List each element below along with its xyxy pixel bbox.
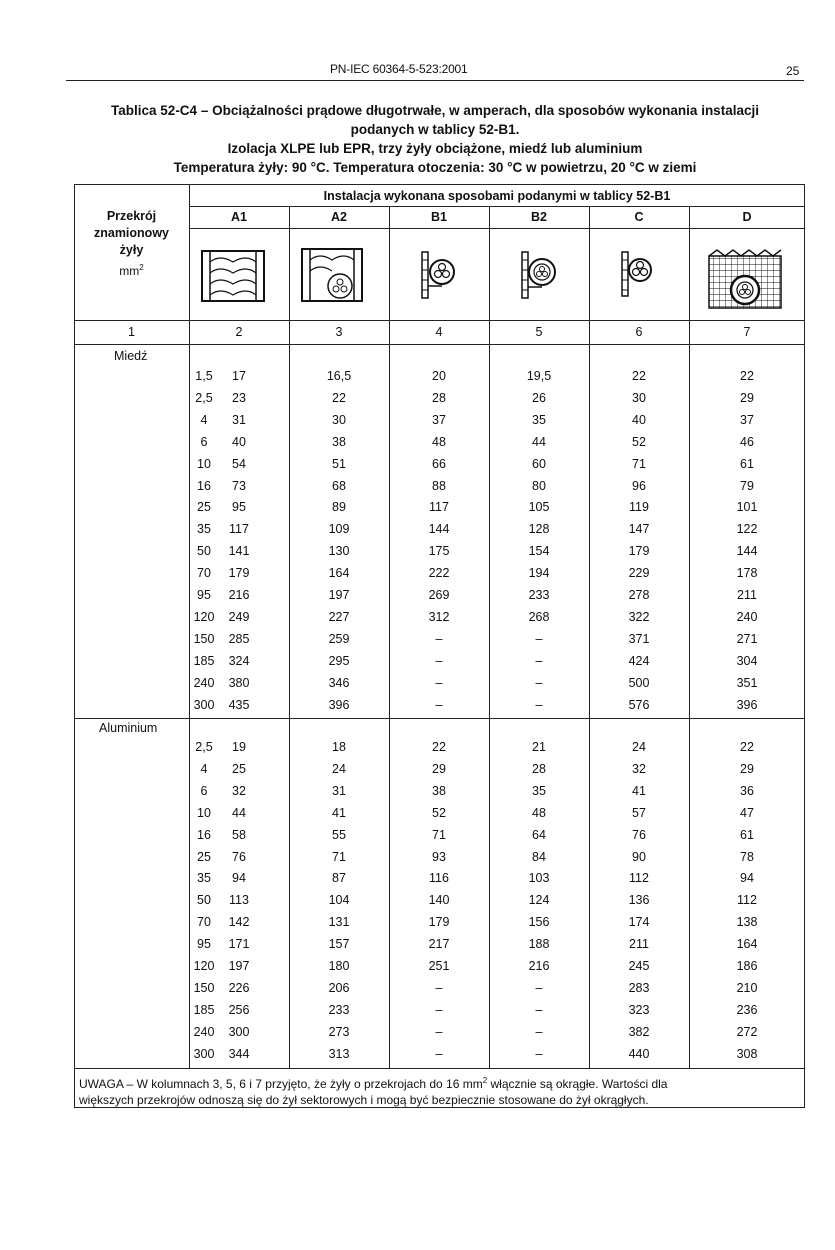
table-row (74, 803, 805, 825)
cell-a2: 18 (332, 740, 346, 754)
cell-b2: – (535, 653, 543, 668)
cell-d: 29 (740, 390, 754, 405)
cell-a1: 76 (232, 849, 246, 864)
cell-d: 37 (740, 412, 754, 427)
cell-a1: 44 (232, 805, 246, 820)
page-header (0, 62, 835, 82)
cell-a2: 130 (328, 544, 350, 559)
cell-c: 112 (629, 871, 649, 886)
table-row (74, 847, 805, 869)
cell-b1: – (435, 980, 443, 995)
cell-c: 322 (628, 609, 650, 624)
cell-c: 136 (628, 893, 650, 908)
cell-a2: 31 (332, 783, 346, 798)
table-row (74, 519, 805, 541)
cell-a1: 94 (232, 871, 246, 886)
cell-size: 6 (200, 783, 208, 798)
cell-a2: 233 (328, 1002, 350, 1017)
cell-b2: 60 (532, 456, 546, 471)
cell-size: 50 (197, 893, 211, 908)
cell-size: 95 (197, 588, 211, 602)
cell-a1: 380 (228, 675, 250, 690)
cell-a2: 131 (328, 915, 350, 930)
cell-b1: 38 (432, 783, 446, 798)
table-row (74, 825, 805, 847)
header-rule (66, 80, 804, 81)
copper-section-label: Miedź (114, 349, 148, 363)
cell-d: 186 (736, 959, 758, 973)
cell-b2: 21 (532, 740, 546, 754)
table-caption (66, 101, 804, 177)
cell-size: 16 (197, 827, 211, 842)
cell-a1: 117 (229, 522, 249, 537)
column-number-4: 4 (435, 325, 443, 339)
cell-c: 576 (628, 697, 650, 712)
caption-line-3: Izolacja XLPE lub EPR, trzy żyły obciążone, miedź lub aluminium (227, 141, 643, 156)
cell-a1: 197 (228, 959, 250, 973)
table-row (74, 912, 805, 934)
cell-size: 25 (197, 849, 211, 864)
cell-c: 179 (628, 544, 650, 559)
table-row (74, 651, 805, 673)
cell-b2: – (535, 631, 543, 646)
cell-a1: 344 (228, 1046, 250, 1061)
cell-b1: 93 (432, 849, 446, 864)
cell-a1: 54 (232, 456, 246, 471)
cell-b2: 35 (532, 783, 546, 798)
cell-b2: – (535, 675, 543, 690)
cell-b1: – (435, 653, 443, 668)
table-row (74, 1044, 805, 1066)
cell-a2: 227 (328, 609, 350, 624)
cell-c: 371 (628, 631, 650, 646)
cell-size: 185 (193, 1002, 215, 1017)
cell-b2: 128 (528, 522, 550, 537)
cell-size: 2,5 (195, 390, 213, 405)
cell-size: 70 (197, 915, 211, 930)
installation-a1-icon (200, 248, 266, 306)
cell-a1: 23 (232, 390, 246, 405)
column-number-5: 5 (535, 325, 543, 339)
method-b1: B1 (431, 210, 447, 224)
cell-c: 71 (632, 456, 646, 471)
cell-d: 236 (736, 1002, 758, 1017)
cell-b1: 37 (432, 412, 446, 427)
cell-d: 47 (740, 805, 754, 820)
cell-d: 78 (740, 849, 754, 864)
cell-c: 229 (628, 566, 650, 581)
cell-a2: 295 (328, 653, 350, 668)
cell-a2: 273 (328, 1024, 350, 1039)
cell-a1: 25 (232, 761, 246, 776)
cell-b1: 269 (428, 588, 450, 602)
installation-b2-icon (516, 250, 562, 302)
cell-c: 174 (628, 915, 650, 930)
cell-a2: 157 (328, 937, 350, 952)
cell-size: 150 (193, 980, 215, 995)
cell-a1: 285 (228, 631, 250, 646)
table-row (74, 454, 805, 476)
cell-size: 1,5 (195, 369, 213, 383)
cell-b1: 71 (432, 827, 446, 842)
cell-a2: 51 (332, 456, 346, 471)
table-row (74, 388, 805, 410)
cell-b1: 222 (428, 566, 450, 581)
cell-a2: 313 (328, 1046, 350, 1061)
cell-a1: 141 (228, 544, 250, 559)
caption-line-1: Tablica 52-C4 – Obciążalności prądowe długotrwałe, w amperach, dla sposobów wykonania instalacji (111, 103, 759, 118)
cell-b1: – (435, 697, 443, 712)
cell-b1: 217 (428, 937, 450, 952)
table-row (74, 737, 805, 759)
cell-d: 396 (736, 697, 758, 712)
cell-size: 16 (197, 478, 211, 493)
cell-d: 61 (740, 456, 754, 471)
cell-a2: 259 (328, 631, 350, 646)
cell-d: 29 (740, 761, 754, 776)
table-row (74, 934, 805, 956)
cell-b2: 188 (528, 937, 550, 952)
table-row (74, 497, 805, 519)
group-header: Instalacja wykonana sposobami podanymi w tablicy 52-B1 (323, 189, 671, 203)
table-row (74, 541, 805, 563)
cell-c: 41 (632, 783, 646, 798)
cell-b1: 117 (429, 500, 449, 515)
cell-size: 25 (197, 500, 211, 515)
cell-b1: 20 (432, 369, 446, 383)
method-a2: A2 (331, 210, 347, 224)
cell-a2: 104 (328, 893, 350, 908)
cell-a2: 197 (328, 588, 350, 602)
cell-size: 6 (200, 434, 208, 449)
table-row (74, 476, 805, 498)
cell-b1: – (435, 675, 443, 690)
cell-c: 500 (628, 675, 650, 690)
table-row (74, 868, 805, 890)
cell-b2: 194 (528, 566, 550, 581)
cell-c: 323 (628, 1002, 650, 1017)
method-b2: B2 (531, 210, 547, 224)
cell-c: 96 (632, 478, 646, 493)
cell-b1: 22 (432, 740, 446, 754)
cell-b1: 251 (428, 959, 450, 973)
cell-a1: 256 (228, 1002, 250, 1017)
table-row (74, 890, 805, 912)
cell-b2: 48 (532, 805, 546, 820)
cell-c: 211 (629, 937, 649, 952)
cell-d: 178 (736, 566, 758, 581)
cell-size: 240 (193, 1024, 215, 1039)
cell-b2: 156 (528, 915, 550, 930)
cell-b2: 44 (532, 434, 546, 449)
aluminium-section-label: Aluminium (99, 721, 158, 735)
page-number: 25 (786, 64, 800, 78)
column-number-2: 2 (235, 325, 243, 339)
table-row (74, 607, 805, 629)
cell-size: 300 (193, 697, 215, 712)
cell-b1: 312 (428, 609, 450, 624)
cell-a1: 31 (232, 412, 246, 427)
cell-b1: 179 (428, 915, 450, 930)
cell-a1: 171 (228, 937, 250, 952)
cell-a1: 17 (232, 369, 246, 383)
cell-b2: – (535, 1046, 543, 1061)
caption-line-2: podanych w tablicy 52-B1. (350, 122, 520, 137)
cell-a1: 216 (228, 588, 250, 602)
cell-size: 120 (193, 959, 215, 973)
table-row (74, 1022, 805, 1044)
cell-b1: 52 (432, 805, 446, 820)
cell-d: 36 (740, 783, 754, 798)
table-row (74, 956, 805, 978)
table-row (74, 759, 805, 781)
table-row (74, 629, 805, 651)
cell-d: 308 (736, 1046, 758, 1061)
cell-a2: 346 (328, 675, 350, 690)
cell-a2: 71 (332, 849, 346, 864)
table-row (74, 781, 805, 803)
method-d: D (742, 210, 752, 224)
cell-d: 271 (736, 631, 758, 646)
table-row (74, 366, 805, 388)
cell-a2: 16,5 (326, 369, 352, 383)
cell-a1: 324 (228, 653, 250, 668)
cell-size: 2,5 (195, 740, 213, 754)
cell-size: 240 (193, 675, 215, 690)
installation-a2-icon (300, 246, 364, 306)
cell-b2: – (535, 697, 543, 712)
cell-a2: 30 (332, 412, 346, 427)
cell-size: 70 (197, 566, 211, 581)
cell-b2: 19,5 (526, 369, 552, 383)
cell-a2: 55 (332, 827, 346, 842)
cell-b1: 140 (428, 893, 450, 908)
cell-b1: 116 (429, 871, 449, 886)
cell-b2: 233 (528, 588, 550, 602)
cell-a2: 68 (332, 478, 346, 493)
cell-b1: 144 (428, 522, 450, 537)
cell-a2: 89 (332, 500, 346, 515)
table-row (74, 1000, 805, 1022)
cell-b1: – (435, 631, 443, 646)
cell-size: 35 (197, 871, 211, 886)
cell-b2: 124 (528, 893, 550, 908)
cell-a2: 24 (332, 761, 346, 776)
cell-b2: 216 (528, 959, 550, 973)
method-c: C (634, 210, 644, 224)
cell-d: 79 (740, 478, 754, 493)
cell-c: 32 (632, 761, 646, 776)
cell-d: 272 (736, 1024, 758, 1039)
cell-a1: 142 (228, 915, 250, 930)
standard-number: PN-IEC 60364-5-523:2001 (330, 62, 468, 76)
cell-b2: 26 (532, 390, 546, 405)
cell-a2: 396 (328, 697, 350, 712)
installation-c-icon (618, 250, 660, 300)
method-a1: A1 (231, 210, 247, 224)
cell-c: 440 (628, 1046, 650, 1061)
cell-size: 10 (197, 805, 211, 820)
table-row (74, 585, 805, 607)
table-row (74, 695, 805, 717)
cell-d: 351 (736, 675, 758, 690)
cell-size: 35 (197, 522, 211, 537)
cell-a1: 58 (232, 827, 246, 842)
cell-size: 150 (193, 631, 215, 646)
cell-d: 164 (736, 937, 758, 952)
cell-c: 57 (632, 805, 646, 820)
cell-a2: 87 (332, 871, 346, 886)
cell-a1: 32 (232, 783, 246, 798)
cell-a1: 73 (232, 478, 246, 493)
column-number-7: 7 (743, 325, 751, 339)
cell-a2: 22 (332, 390, 346, 405)
cell-c: 76 (632, 827, 646, 842)
cell-c: 52 (632, 434, 646, 449)
cell-b2: – (535, 1024, 543, 1039)
caption-line-4: Temperatura żyły: 90 °C. Temperatura otoczenia: 30 °C w powietrzu, 20 °C w ziemi (173, 160, 697, 175)
cell-size: 10 (197, 456, 211, 471)
cell-a1: 40 (232, 434, 246, 449)
cell-a2: 109 (328, 522, 350, 537)
table-note: UWAGA – W kolumnach 3, 5, 6 i 7 przyjęto, że żyły o przekrojach do 16 $mm^2$ włącznie są okrągłe. Wartości dla większych przekrojów odnoszą się do żył sektorowych i mogą być bezpiecznie stosowane do żył okrągłych. (79, 1076, 668, 1107)
cell-c: 147 (628, 522, 650, 537)
cell-b1: 29 (432, 761, 446, 776)
installation-b1-icon (416, 250, 462, 302)
cell-b1: – (435, 1046, 443, 1061)
cell-b2: 64 (532, 827, 546, 842)
cell-a1: 95 (232, 500, 246, 515)
installation-d-icon (707, 246, 783, 310)
cell-b2: 154 (528, 544, 550, 559)
cell-c: 278 (628, 588, 650, 602)
cell-b2: 80 (532, 478, 546, 493)
cell-size: 4 (200, 412, 208, 427)
cell-d: 61 (740, 827, 754, 842)
cell-b2: 35 (532, 412, 546, 427)
cell-d: 210 (736, 980, 758, 995)
cell-c: 24 (632, 740, 646, 754)
cell-d: 22 (740, 369, 754, 383)
cell-b2: 28 (532, 761, 546, 776)
cell-b1: – (435, 1024, 443, 1039)
cell-b1: – (435, 1002, 443, 1017)
table-row (74, 563, 805, 585)
cell-b2: – (535, 980, 543, 995)
cell-a1: 113 (229, 893, 249, 908)
cross-section-header: Przekrój znamionowy żyły $mm^2$ (93, 209, 169, 278)
cell-b2: 103 (528, 871, 550, 886)
cell-b1: 66 (432, 456, 446, 471)
cell-a2: 180 (328, 959, 350, 973)
cell-d: 101 (736, 500, 758, 515)
cell-c: 245 (628, 959, 650, 973)
cell-c: 90 (632, 849, 646, 864)
cell-size: 185 (193, 653, 215, 668)
cell-c: 22 (632, 369, 646, 383)
cell-c: 382 (628, 1024, 650, 1039)
cell-b2: 268 (528, 609, 550, 624)
cell-a2: 164 (328, 566, 350, 581)
cell-c: 119 (629, 500, 649, 515)
cell-a2: 206 (328, 980, 350, 995)
cell-d: 94 (740, 871, 754, 886)
table-row (74, 978, 805, 1000)
cell-d: 211 (737, 588, 757, 602)
cell-d: 144 (736, 544, 758, 559)
cell-a1: 435 (228, 697, 250, 712)
cell-b1: 175 (428, 544, 450, 559)
cell-size: 50 (197, 544, 211, 559)
table-row (74, 432, 805, 454)
cell-d: 304 (736, 653, 758, 668)
cell-d: 138 (736, 915, 758, 930)
cell-b2: – (535, 1002, 543, 1017)
table-row (74, 673, 805, 695)
cell-c: 283 (628, 980, 650, 995)
cell-d: 112 (737, 893, 757, 908)
column-number-6: 6 (635, 325, 643, 339)
cell-b2: 105 (528, 500, 550, 515)
cell-a1: 19 (232, 740, 246, 754)
cell-size: 95 (197, 937, 211, 952)
table-row (74, 410, 805, 432)
cell-b1: 48 (432, 434, 446, 449)
cell-c: 30 (632, 390, 646, 405)
column-number-3: 3 (335, 325, 343, 339)
cell-a2: 41 (332, 805, 346, 820)
cell-a1: 249 (228, 609, 250, 624)
cell-d: 46 (740, 434, 754, 449)
cell-d: 22 (740, 740, 754, 754)
cell-c: 424 (628, 653, 650, 668)
cell-a1: 300 (228, 1024, 250, 1039)
cell-size: 4 (200, 761, 208, 776)
cell-a1: 179 (228, 566, 250, 581)
cell-d: 122 (736, 522, 758, 537)
cell-b1: 88 (432, 478, 446, 493)
cell-size: 300 (193, 1046, 215, 1061)
cell-b1: 28 (432, 390, 446, 405)
column-number-1: 1 (128, 325, 135, 339)
cell-b2: 84 (532, 849, 546, 864)
cell-a1: 226 (228, 980, 250, 995)
cell-c: 40 (632, 412, 646, 427)
cell-a2: 38 (332, 434, 346, 449)
cell-size: 120 (193, 609, 215, 624)
cell-d: 240 (736, 609, 758, 624)
